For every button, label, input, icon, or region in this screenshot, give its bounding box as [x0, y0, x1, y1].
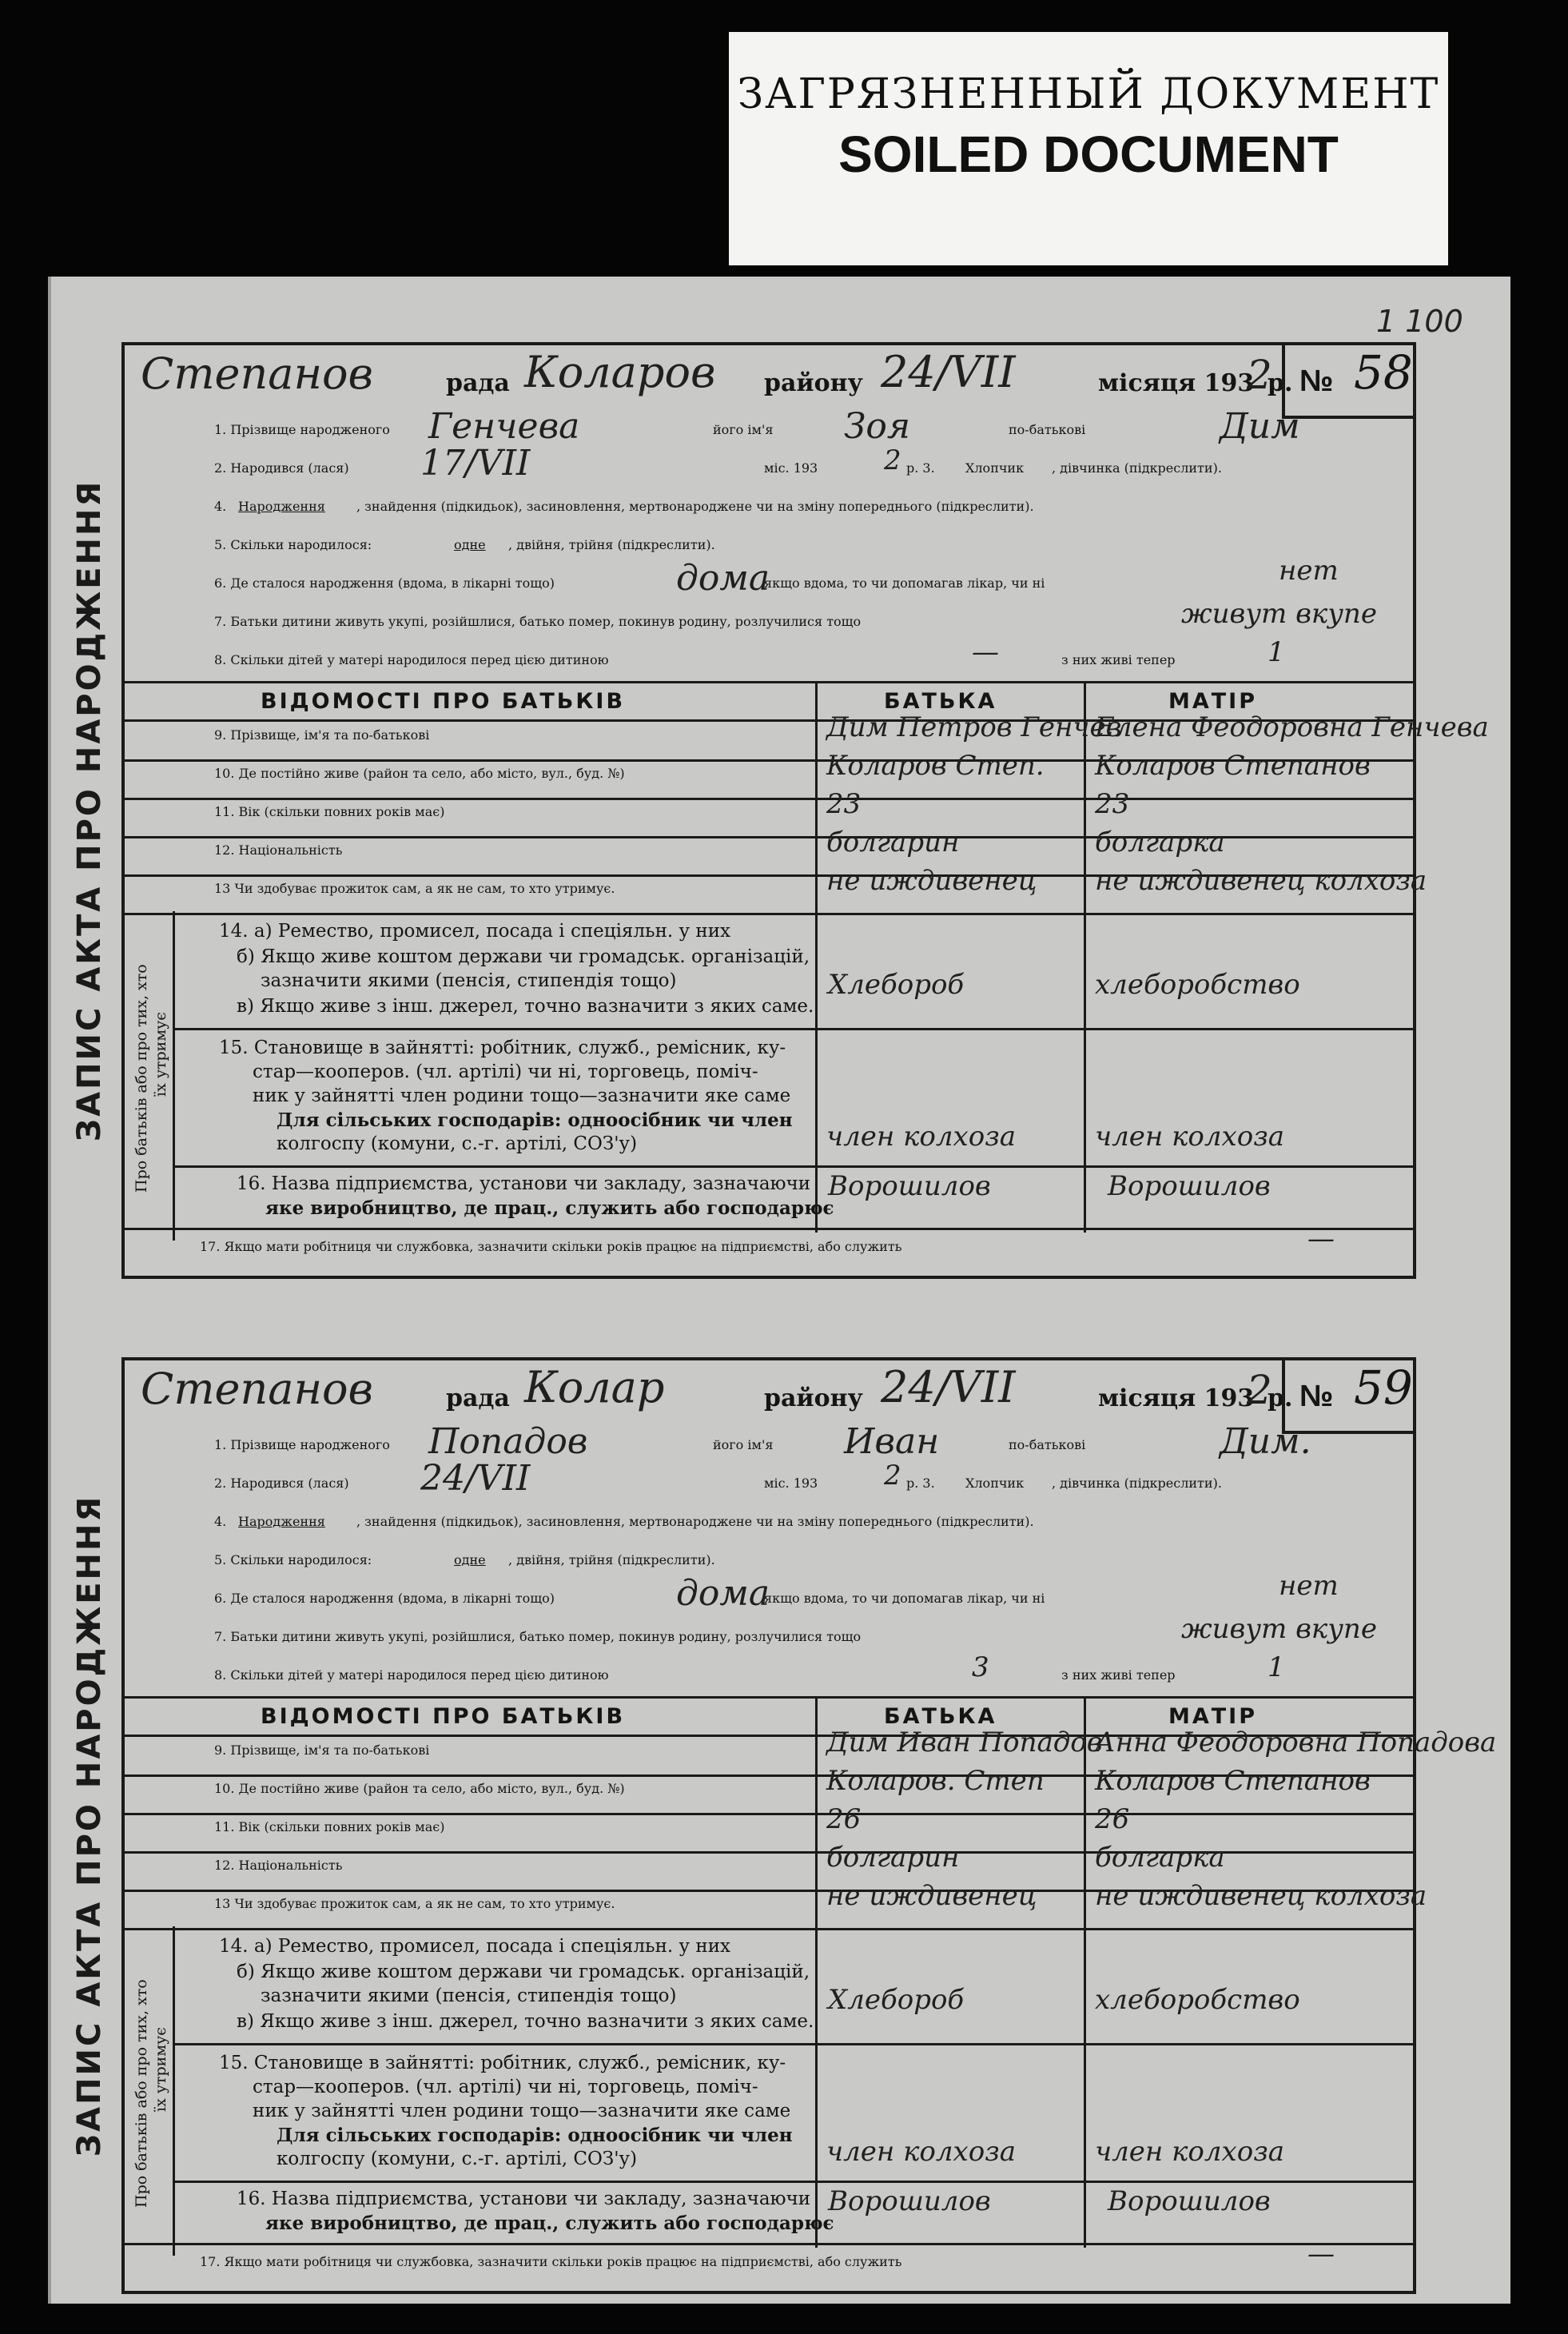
- date-handwritten: 24/VII: [881, 347, 1016, 397]
- rule: [125, 798, 1413, 800]
- row4-birth: Народження: [238, 499, 325, 514]
- row17-answer: —: [1307, 2238, 1335, 2270]
- name-handwritten: Зоя: [844, 406, 911, 447]
- rule: [125, 913, 1413, 915]
- rule: [125, 1813, 1413, 1815]
- parents-row-r10: 10. Де постійно живе (район та село, або місто, вул., буд. №): [214, 1781, 625, 1796]
- column-rule: [1084, 1696, 1086, 2248]
- parents-together-handwritten: живут вкупе: [1181, 1613, 1377, 1645]
- father-status: член колхоза: [826, 2136, 1017, 2168]
- year-r-label: р.: [1268, 369, 1293, 397]
- row4-birth: Народження: [238, 1514, 325, 1529]
- children-before-handwritten: —: [972, 636, 999, 668]
- row5-one: одне: [454, 1552, 486, 1567]
- row15e: колгоспу (комуни, с.-г. артілі, СОЗ'у): [277, 1133, 638, 1154]
- mother-status: член колхоза: [1095, 2136, 1285, 2168]
- birth-record-form-2: [71, 1357, 1497, 2294]
- row2-month-label: міс. 193: [764, 460, 818, 476]
- record-number-box: [1282, 345, 1413, 419]
- record-number: 59: [1354, 1360, 1413, 1415]
- row16b: яке виробництво, де прац., служить або господарює: [265, 2213, 834, 2234]
- row2-month-label: міс. 193: [764, 1476, 818, 1491]
- raion-label: району: [764, 369, 863, 397]
- rada-label: рада: [446, 1384, 510, 1412]
- rotated-note-1: Про батьків або про тих, хто: [133, 1979, 150, 2208]
- rule: [173, 2181, 1413, 2183]
- row5-one: одне: [454, 537, 486, 552]
- father-column-heading: БАТЬКА: [884, 689, 997, 714]
- row1-name-label: його ім'я: [713, 1437, 774, 1452]
- parents-row-r12: 12. Національність: [214, 1858, 343, 1873]
- row1-label: 1. Прізвище народженого: [214, 422, 390, 437]
- row8-label: 8. Скільки дітей у матері народилося перед цією дитиною: [214, 652, 609, 667]
- rada-handwritten: Коларов: [524, 347, 716, 397]
- row8-label: 8. Скільки дітей у матері народилося перед цією дитиною: [214, 1667, 609, 1683]
- row1-patr-label: по-батькові: [1009, 1437, 1086, 1452]
- row16b: яке виробництво, де прац., служить або господарює: [265, 1197, 834, 1219]
- mother-status: член колхоза: [1095, 1121, 1285, 1153]
- surname-handwritten: Генчева: [428, 406, 580, 447]
- name-handwritten: Иван: [844, 1421, 940, 1462]
- side-title-band: [54, 345, 125, 1276]
- row4-label: 4.: [214, 499, 227, 514]
- mother-trade: хлеборобство: [1095, 969, 1300, 1001]
- row17: 17. Якщо мати робітниця чи службовка, зазначити скільки років працює на підприємстві, або служить: [200, 2254, 902, 2269]
- row5-rest: , двійня, трійня (підкреслити).: [508, 1552, 715, 1567]
- row8-alive-label: з них живі тепер: [1061, 1667, 1176, 1683]
- column-rule: [173, 911, 175, 1241]
- where-born-handwritten: дома: [676, 1573, 770, 1614]
- row17: 17. Якщо мати робітниця чи службовка, зазначити скільки років працює на підприємстві, або служить: [200, 1239, 902, 1254]
- rotated-note-1: Про батьків або про тих, хто: [133, 964, 150, 1193]
- row7-label: 7. Батьки дитини живуть укупі, розійшлися, батько помер, покинув родину, розлучилися тощо: [214, 1629, 862, 1644]
- father-workplace: Ворошилов: [828, 1170, 991, 1202]
- row8-alive-label: з них живі тепер: [1061, 652, 1176, 667]
- month-label: місяця 193: [1098, 1384, 1255, 1412]
- row2-label: 2. Народився (лася): [214, 460, 349, 476]
- father-age: 23: [826, 788, 862, 820]
- parents-row-r13: 13 Чи здобуває прожиток сам, а як не сам, то хто утримує.: [214, 881, 615, 896]
- row14a: 14. а) Ремество, промисел, посада і спеціяльн. у них: [219, 921, 731, 942]
- parents-row-r11: 11. Вік (скільки повних років має): [214, 804, 445, 819]
- mother-support: не иждивенец колхоза: [1095, 1880, 1427, 1912]
- row14b2: зазначити якими (пенсія, стипендія тощо): [261, 1985, 677, 2006]
- row16a: 16. Назва підприємства, установи чи закладу, зазначаючи: [237, 2189, 811, 2209]
- patronymic-handwritten: Дим.: [1220, 1421, 1311, 1462]
- corner-note: 1 100: [1376, 304, 1463, 339]
- side-title: ЗАПИС АКТА ПРО НАРОДЖЕННЯ: [71, 1494, 108, 2157]
- doctor-handwritten: нет: [1279, 555, 1339, 587]
- year-digit: 2: [1247, 352, 1272, 398]
- row14b: б) Якщо живе коштом держави чи громадськ. організацій,: [237, 1962, 810, 1982]
- row14b2: зазначити якими (пенсія, стипендія тощо): [261, 970, 677, 991]
- parents-row-r9: 9. Прізвище, ім'я та по-батькові: [214, 1743, 430, 1758]
- row2-rest: , дівчинка (підкреслити).: [1052, 1476, 1222, 1491]
- parents-row-r9: 9. Прізвище, ім'я та по-батькові: [214, 727, 430, 743]
- row1-label: 1. Прізвище народженого: [214, 1437, 390, 1452]
- number-sign: №: [1299, 1380, 1334, 1413]
- rotated-note-2: їх утримує: [152, 1012, 169, 1097]
- parents-info-heading: ВІДОМОСТІ ПРО БАТЬКІВ: [261, 689, 626, 714]
- row5-rest: , двійня, трійня (підкреслити).: [508, 537, 715, 552]
- row2-boy: Хлопчик: [965, 460, 1025, 476]
- row6-doctor-label: якщо вдома, то чи допомагав лікар, чи ні: [764, 1591, 1045, 1606]
- rule: [173, 1028, 1413, 1030]
- column-rule: [815, 681, 818, 1233]
- record-number: 58: [1354, 345, 1413, 400]
- row14c: в) Якщо живе з інш. джерел, точно вазначити з яких саме.: [237, 996, 814, 1017]
- rule: [125, 681, 1413, 683]
- parents-info-heading: ВІДОМОСТІ ПРО БАТЬКІВ: [261, 1704, 626, 1729]
- rada-handwritten: Колар: [524, 1362, 665, 1412]
- parents-row-r10: 10. Де постійно живе (район та село, або місто, вул., буд. №): [214, 766, 625, 781]
- rule: [125, 1228, 1413, 1230]
- mother-workplace: Ворошилов: [1108, 2185, 1271, 2217]
- mother-support: не иждивенец колхоза: [1095, 865, 1427, 897]
- father-status: член колхоза: [826, 1121, 1017, 1153]
- father-nation: болгарин: [826, 1842, 960, 1874]
- row7-label: 7. Батьки дитини живуть укупі, розійшлися, батько помер, покинув родину, розлучилися тощо: [214, 614, 862, 629]
- rule: [173, 1165, 1413, 1168]
- doctor-handwritten: нет: [1279, 1570, 1339, 1602]
- father-name: Дим Петров Генчев: [826, 711, 1122, 743]
- row2-rest: , дівчинка (підкреслити).: [1052, 460, 1222, 476]
- soiled-document-stamp: [729, 32, 1448, 265]
- row15a: 15. Становище в зайнятті: робітник, служб., ремісник, ку-: [219, 2053, 786, 2073]
- mother-age: 23: [1095, 788, 1130, 820]
- row2-boy: Хлопчик: [965, 1476, 1025, 1491]
- row15b: стар—кооперов. (чл. артілі) чи ні, торговець, поміч-: [253, 1061, 758, 1082]
- row4-label: 4.: [214, 1514, 227, 1529]
- rule: [125, 2243, 1413, 2245]
- row1-patr-label: по-батькові: [1009, 422, 1086, 437]
- row6-label: 6. Де сталося народження (вдома, в лікарні тощо): [214, 576, 555, 591]
- row6-doctor-label: якщо вдома, то чи допомагав лікар, чи ні: [764, 576, 1045, 591]
- mother-name: Анна Феодоровна Попадова: [1095, 1727, 1497, 1758]
- row16a: 16. Назва підприємства, установи чи закладу, зазначаючи: [237, 1173, 811, 1194]
- where-born-handwritten: дома: [676, 558, 770, 599]
- row15c: ник у зайнятті член родини тощо—зазначити яке саме: [253, 1085, 791, 1106]
- row6-label: 6. Де сталося народження (вдома, в лікарні тощо): [214, 1591, 555, 1606]
- children-alive-handwritten: 1: [1268, 636, 1285, 668]
- row15c: ник у зайнятті член родини тощо—зазначити яке саме: [253, 2101, 791, 2121]
- raion-label: району: [764, 1384, 863, 1412]
- parents-row-r13: 13 Чи здобуває прожиток сам, а як не сам, то хто утримує.: [214, 1896, 615, 1911]
- mother-lives: Коларов Степанов: [1095, 1765, 1371, 1797]
- side-title-band: [54, 1360, 125, 2291]
- row14a: 14. а) Ремество, промисел, посада і спеціяльн. у них: [219, 1936, 731, 1957]
- row14b: б) Якщо живе коштом держави чи громадськ. організацій,: [237, 946, 810, 967]
- stamp-line-en: SOILED DOCUMENT: [838, 125, 1339, 183]
- rule: [173, 2043, 1413, 2045]
- rule: [125, 1928, 1413, 1930]
- rule: [125, 1696, 1413, 1699]
- mother-lives: Коларов Степанов: [1095, 750, 1371, 782]
- column-rule: [815, 1696, 818, 2248]
- row17-answer: —: [1307, 1223, 1335, 1255]
- place-handwritten: Степанов: [141, 1364, 373, 1414]
- stamp-line-ru: ЗАГРЯЗНЕННЫЙ ДОКУМЕНТ: [737, 70, 1440, 118]
- born-handwritten: 24/VII: [420, 1458, 531, 1499]
- children-before-handwritten: 3: [972, 1651, 989, 1683]
- year-digit: 2: [1247, 1367, 1272, 1413]
- father-name: Дим Иван Попадов: [826, 1727, 1103, 1758]
- rotated-note-2: їх утримує: [152, 2027, 169, 2112]
- row5-label: 5. Скільки народилося:: [214, 537, 372, 552]
- born-year: 2: [884, 1460, 901, 1492]
- patronymic-handwritten: Дим: [1220, 406, 1300, 447]
- father-nation: болгарин: [826, 826, 960, 858]
- children-alive-handwritten: 1: [1268, 1651, 1285, 1683]
- row2-label: 2. Народився (лася): [214, 1476, 349, 1491]
- birth-record-form-1: [71, 342, 1489, 1279]
- parents-together-handwritten: живут вкупе: [1181, 598, 1377, 630]
- mother-column-heading: МАТІР: [1168, 689, 1258, 714]
- surname-handwritten: Попадов: [428, 1421, 588, 1462]
- mother-age: 26: [1095, 1803, 1130, 1835]
- row15e: колгоспу (комуни, с.-г. артілі, СОЗ'у): [277, 2149, 638, 2169]
- father-workplace: Ворошилов: [828, 2185, 991, 2217]
- row15d: Для сільських господарів: одноосібник чи член: [277, 1109, 793, 1131]
- row5-label: 5. Скільки народилося:: [214, 1552, 372, 1567]
- father-age: 26: [826, 1803, 862, 1835]
- place-handwritten: Степанов: [141, 349, 373, 399]
- father-trade: Хлебороб: [828, 969, 965, 1001]
- number-sign: №: [1299, 364, 1334, 398]
- column-rule: [173, 1926, 175, 2256]
- mother-column-heading: МАТІР: [1168, 1704, 1258, 1729]
- mother-name: Елена Феодоровна Генчева: [1095, 711, 1489, 743]
- year-r-label: р.: [1268, 1384, 1293, 1412]
- row14c: в) Якщо живе з інш. джерел, точно вазначити з яких саме.: [237, 2011, 814, 2032]
- row2-r-label: р. 3.: [906, 460, 935, 476]
- father-support: не иждивенец: [826, 865, 1037, 897]
- father-column-heading: БАТЬКА: [884, 1704, 997, 1729]
- father-trade: Хлебороб: [828, 1984, 965, 2016]
- father-lives: Коларов. Степ: [826, 1765, 1045, 1797]
- father-lives: Коларов Степ.: [826, 750, 1045, 782]
- father-support: не иждивенец: [826, 1880, 1037, 1912]
- mother-trade: хлеборобство: [1095, 1984, 1300, 2016]
- row4-rest: , знайдення (підкидьок), засиновлення, мертвонароджене чи на зміну попереднього (підкреслити).: [356, 499, 1034, 514]
- parents-row-r11: 11. Вік (скільки повних років має): [214, 1819, 445, 1834]
- mother-nation: болгарка: [1095, 826, 1225, 858]
- row2-r-label: р. 3.: [906, 1476, 935, 1491]
- row15a: 15. Становище в зайнятті: робітник, служб., ремісник, ку-: [219, 1038, 786, 1058]
- row1-name-label: його ім'я: [713, 422, 774, 437]
- side-title: ЗАПИС АКТА ПРО НАРОДЖЕННЯ: [71, 479, 108, 1142]
- date-handwritten: 24/VII: [881, 1362, 1016, 1412]
- row4-rest: , знайдення (підкидьок), засиновлення, мертвонароджене чи на зміну попереднього (підкреслити).: [356, 1514, 1034, 1529]
- column-rule: [1084, 681, 1086, 1233]
- mother-workplace: Ворошилов: [1108, 1170, 1271, 1202]
- month-label: місяця 193: [1098, 369, 1255, 397]
- mother-nation: болгарка: [1095, 1842, 1225, 1874]
- born-handwritten: 17/VII: [420, 443, 531, 484]
- parents-row-r12: 12. Національність: [214, 842, 343, 858]
- row15d: Для сільських господарів: одноосібник чи член: [277, 2125, 793, 2146]
- row15b: стар—кооперов. (чл. артілі) чи ні, торговець, поміч-: [253, 2077, 758, 2097]
- born-year: 2: [884, 444, 901, 476]
- rada-label: рада: [446, 369, 510, 397]
